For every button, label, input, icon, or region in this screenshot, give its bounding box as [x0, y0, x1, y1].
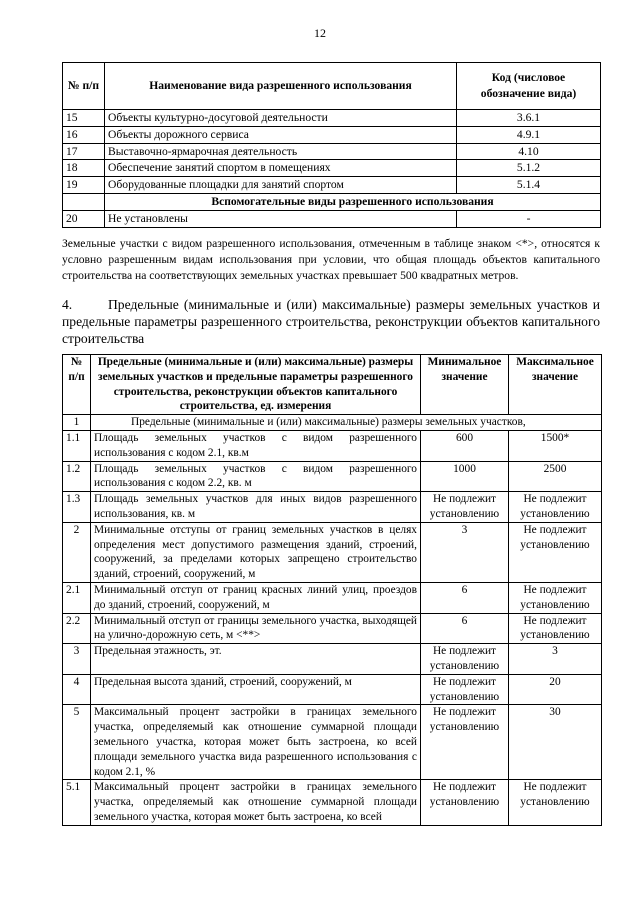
- row-parameter: Максимальный процент застройки в границах земельного участка, определяемый как отношение суммарной площади земельного участка, которая может быть застроена, ко всей: [91, 780, 421, 825]
- table-row: [63, 126, 601, 143]
- row-code: -: [457, 210, 601, 227]
- row-min: Не подлежит установлению: [421, 705, 509, 780]
- row-min: 3: [421, 522, 509, 582]
- row-number: 17: [63, 143, 105, 160]
- row-number: 1: [63, 415, 91, 431]
- row-number: 5: [63, 705, 91, 780]
- column-header-number: № п/п: [63, 355, 91, 415]
- row-min: Не подлежит установлению: [421, 492, 509, 523]
- table-row: [63, 160, 601, 177]
- row-min: 1000: [421, 461, 509, 492]
- row-parameter: Минимальный отступ от границы земельного участка, выходящей на улично-дорожную сеть, м <**>: [91, 613, 421, 644]
- page-number: 12: [314, 26, 326, 40]
- group-label: Предельные (минимальные и (или) максимальные) размеры земельных участков,: [91, 415, 602, 431]
- table-row: [63, 522, 602, 582]
- footnote-paragraph: Земельные участки с видом разрешенного использования, отмеченным в таблице знаком <*>, относятся к условно разрешенным видам использования при условии, что общая площадь объектов капитального строительства на соответствующих земельных участках превышает 500 квадратных метров.: [62, 237, 600, 282]
- row-code: 5.1.4: [457, 177, 601, 194]
- aux-heading-row: [63, 193, 601, 210]
- row-code: 4.9.1: [457, 126, 601, 143]
- row-number: 3: [63, 644, 91, 675]
- row-number: 16: [63, 126, 105, 143]
- row-number: 1.3: [63, 492, 91, 523]
- row-number: 4: [63, 674, 91, 705]
- row-max: Не подлежит установлению: [509, 582, 602, 613]
- row-number: 19: [63, 177, 105, 194]
- row-name: Объекты культурно-досуговой деятельности: [105, 110, 457, 127]
- column-header-min: Минимальное значение: [421, 355, 509, 415]
- row-number: 18: [63, 160, 105, 177]
- row-min: 6: [421, 613, 509, 644]
- table-row: [63, 582, 602, 613]
- table-header-row: [63, 355, 602, 415]
- parameters-table: [62, 354, 602, 826]
- row-max: Не подлежит установлению: [509, 522, 602, 582]
- row-parameter: Площадь земельных участков для иных видов разрешенного использования, кв. м: [91, 492, 421, 523]
- row-number: 20: [63, 210, 105, 227]
- row-code: 5.1.2: [457, 160, 601, 177]
- table-row: [63, 177, 601, 194]
- row-number: 2.1: [63, 582, 91, 613]
- row-min: Не подлежит установлению: [421, 780, 509, 825]
- table-row: [63, 430, 602, 461]
- row-max: 20: [509, 674, 602, 705]
- table-row: [63, 461, 602, 492]
- table-row: [63, 644, 602, 675]
- section-heading: 4. Предельные (минимальные и (или) максимальные) размеры земельных участков и предельные параметры разрешенного строительства, реконструкции объектов капитального строительства: [62, 297, 600, 346]
- table-row: [63, 110, 601, 127]
- row-name: Выставочно-ярмарочная деятельность: [105, 143, 457, 160]
- row-parameter: Предельная высота зданий, строений, сооружений, м: [91, 674, 421, 705]
- table-header-row: [63, 63, 601, 110]
- table-row: [63, 143, 601, 160]
- table-row: [63, 613, 602, 644]
- row-parameter: Минимальные отступы от границ земельных участков в целях определения мест допустимого размещения зданий, строений, сооружений, за пределами которых запрещено строительство зданий, строений, сооружений, м: [91, 522, 421, 582]
- row-max: 3: [509, 644, 602, 675]
- row-number: 5.1: [63, 780, 91, 825]
- row-min: Не подлежит установлению: [421, 644, 509, 675]
- row-max: Не подлежит установлению: [509, 492, 602, 523]
- row-name: Оборудованные площадки для занятий спортом: [105, 177, 457, 194]
- column-header-code: Код (числовое обозначение вида): [457, 63, 601, 110]
- permitted-use-table: [62, 62, 601, 228]
- column-header-name: Наименование вида разрешенного использования: [105, 63, 457, 110]
- row-name: Обеспечение занятий спортом в помещениях: [105, 160, 457, 177]
- table-row: [63, 674, 602, 705]
- row-min: 600: [421, 430, 509, 461]
- row-parameter: Минимальный отступ от границ красных линий улиц, проездов до зданий, строений, сооружений, м: [91, 582, 421, 613]
- row-parameter: Максимальный процент застройки в границах земельного участка, определяемый как отношение суммарной площади земельного участка, которая может быть застроена, ко всей площади земельного участка вида разрешенного использования с кодом 2.1, %: [91, 705, 421, 780]
- table-row: [63, 780, 602, 825]
- table-row: [63, 705, 602, 780]
- row-max: Не подлежит установлению: [509, 613, 602, 644]
- row-code: 3.6.1: [457, 110, 601, 127]
- row-name: Не установлены: [105, 210, 457, 227]
- column-header-parameter: Предельные (минимальные и (или) максимальные) размеры земельных участков и предельные параметры разрешенного строительства, реконструкции объектов капитального строительства, ед. измерения: [91, 355, 421, 415]
- column-header-number: № п/п: [63, 63, 105, 110]
- row-min: Не подлежит установлению: [421, 674, 509, 705]
- group-row: [63, 415, 602, 431]
- row-max: 30: [509, 705, 602, 780]
- row-number: 1.1: [63, 430, 91, 461]
- row-max: 1500*: [509, 430, 602, 461]
- aux-heading: Вспомогательные виды разрешенного использования: [105, 193, 601, 210]
- row-number: 2.2: [63, 613, 91, 644]
- row-number: 15: [63, 110, 105, 127]
- row-parameter: Площадь земельных участков с видом разрешенного использования с кодом 2.1, кв.м: [91, 430, 421, 461]
- row-parameter: Площадь земельных участков с видом разрешенного использования с кодом 2.2, кв. м: [91, 461, 421, 492]
- column-header-max: Максимальное значение: [509, 355, 602, 415]
- row-parameter: Предельная этажность, эт.: [91, 644, 421, 675]
- row-number: 2: [63, 522, 91, 582]
- row-code: 4.10: [457, 143, 601, 160]
- table-row: [63, 492, 602, 523]
- table-row: [63, 210, 601, 227]
- row-min: 6: [421, 582, 509, 613]
- row-max: Не подлежит установлению: [509, 780, 602, 825]
- row-number: 1.2: [63, 461, 91, 492]
- row-name: Объекты дорожного сервиса: [105, 126, 457, 143]
- row-max: 2500: [509, 461, 602, 492]
